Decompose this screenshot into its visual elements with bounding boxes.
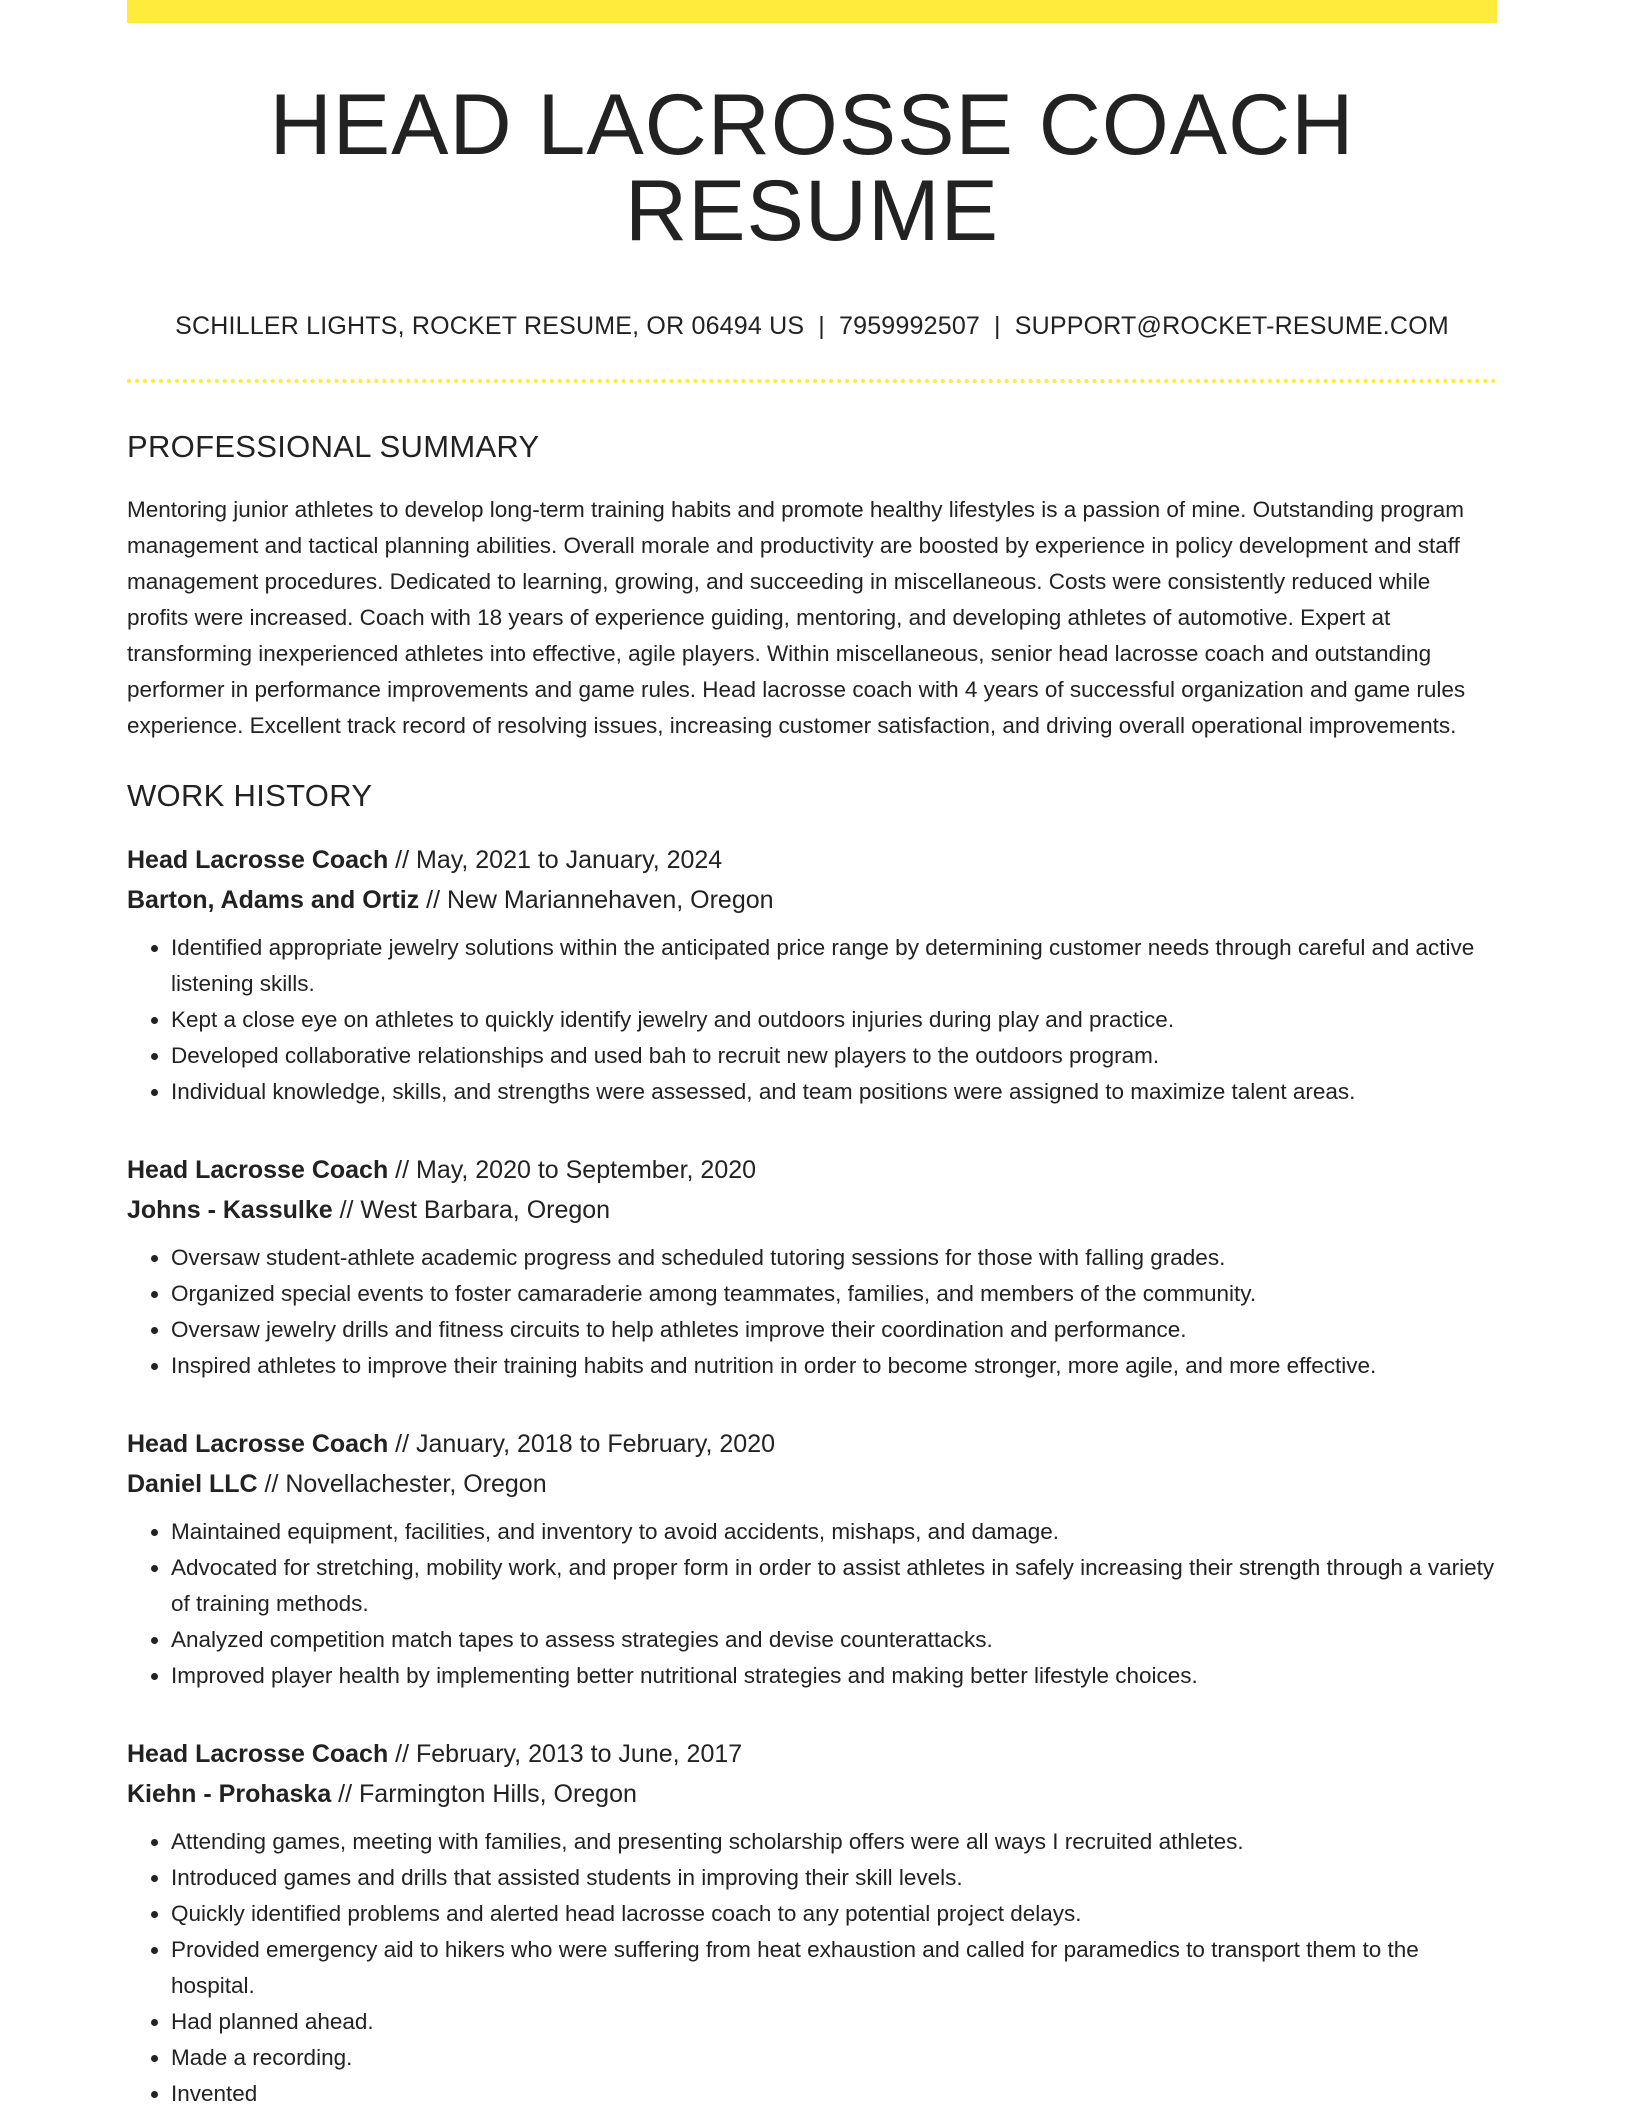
- page-title: HEAD LACROSSE COACH RESUME: [269, 77, 1355, 259]
- job-title-line: [127, 1734, 1497, 1774]
- job-dates: // May, 2020 to September, 2020: [388, 1156, 757, 1184]
- contact-line: [127, 312, 1497, 341]
- accent-top-bar: [127, 0, 1497, 23]
- contact-email: SUPPORT@ROCKET-RESUME.COM: [1014, 312, 1449, 340]
- bullet-item: • Oversaw jewelry drills and fitness circuits to help athletes improve their coordination and performance.: [171, 1312, 1497, 1348]
- job-company: Johns - Kassulke: [127, 1196, 333, 1224]
- job-bullets: [127, 1240, 1497, 1384]
- job-company-line: [127, 1190, 1497, 1230]
- bullet-item: • Analyzed competition match tapes to assess strategies and devise counterattacks.: [171, 1622, 1497, 1658]
- job-title: Head Lacrosse Coach: [127, 846, 389, 874]
- contact-separator: |: [818, 312, 825, 340]
- bullet-item: • Improved player health by implementing better nutritional strategies and making better lifestyle choices.: [171, 1658, 1497, 1694]
- job-entry: [127, 1734, 1497, 2112]
- bullet-item: • Individual knowledge, skills, and strengths were assessed, and team positions were assigned to maximize talent areas.: [171, 1074, 1497, 1110]
- job-dates: // February, 2013 to June, 2017: [388, 1740, 743, 1768]
- bullet-item: • Invented: [171, 2076, 1497, 2112]
- bullet-item: • Organized special events to foster camaraderie among teammates, families, and members of the community.: [171, 1276, 1497, 1312]
- job-dates: // May, 2021 to January, 2024: [388, 846, 723, 874]
- bullet-item: • Made a recording.: [171, 2040, 1497, 2076]
- job-title-line: [127, 1424, 1497, 1464]
- job-company: Kiehn - Prohaska: [127, 1780, 332, 1808]
- job-title: Head Lacrosse Coach: [127, 1740, 389, 1768]
- dotted-divider: [127, 379, 1497, 383]
- bullet-item: • Advocated for stretching, mobility work, and proper form in order to assist athletes in safely increasing their strength through a variety of training methods.: [171, 1550, 1497, 1622]
- job-location: // Novellachester, Oregon: [257, 1470, 547, 1498]
- job-company-line: [127, 1774, 1497, 1814]
- work-history-section: [127, 778, 1497, 2112]
- bullet-item: • Identified appropriate jewelry solutions within the anticipated price range by determining customer needs through careful and active listening skills.: [171, 930, 1497, 1002]
- job-company: Daniel LLC: [127, 1470, 258, 1498]
- summary-section: [127, 429, 1497, 744]
- job-entry: [127, 1150, 1497, 1384]
- bullet-item: • Kept a close eye on athletes to quickly identify jewelry and outdoors injuries during play and practice.: [171, 1002, 1497, 1038]
- job-entry: [127, 840, 1497, 1110]
- bullet-item: • Provided emergency aid to hikers who were suffering from heat exhaustion and called for paramedics to transport them to the hospital.: [171, 1932, 1497, 2004]
- bullet-item: • Maintained equipment, facilities, and inventory to avoid accidents, mishaps, and damage.: [171, 1514, 1497, 1550]
- contact-address: SCHILLER LIGHTS, ROCKET RESUME, OR 06494 US: [175, 312, 805, 340]
- job-entry: [127, 1424, 1497, 1694]
- bullet-item: • Had planned ahead.: [171, 2004, 1497, 2040]
- job-dates: // January, 2018 to February, 2020: [388, 1430, 776, 1458]
- job-title-line: [127, 1150, 1497, 1190]
- work-history-heading: WORK HISTORY: [127, 778, 373, 813]
- job-title: Head Lacrosse Coach: [127, 1156, 389, 1184]
- job-location: // West Barbara, Oregon: [332, 1196, 611, 1224]
- bullet-item: • Oversaw student-athlete academic progress and scheduled tutoring sessions for those with falling grades.: [171, 1240, 1497, 1276]
- bullet-item: • Attending games, meeting with families, and presenting scholarship offers were all ways I recruited athletes.: [171, 1824, 1497, 1860]
- bullet-item: • Introduced games and drills that assisted students in improving their skill levels.: [171, 1860, 1497, 1896]
- job-location: // Farmington Hills, Oregon: [331, 1780, 637, 1808]
- job-bullets: [127, 930, 1497, 1110]
- contact-phone: 7959992507: [838, 312, 981, 340]
- job-company-line: [127, 1464, 1497, 1504]
- summary-text: Mentoring junior athletes to develop long-term training habits and promote healthy lifestyles is a passion of mine. Outstanding program management and tactical planning abilities. Overall morale and productivity are boosted by experience in policy development and staff management procedures. Dedicated to learning, growing, and succeeding in miscellaneous. Costs were consistently reduced while profits were increased. Coach with 18 years of experience guiding, mentoring, and developing athletes of automotive. Expert at transforming inexperienced athletes into effective, agile players. Within miscellaneous, senior head lacrosse coach and outstanding performer in performance improvements and game rules. Head lacrosse coach with 4 years of successful organization and game rules experience. Excellent track record of resolving issues, increasing customer satisfaction, and driving overall operational improvements.: [127, 497, 1466, 738]
- bullet-item: • Inspired athletes to improve their training habits and nutrition in order to become stronger, more agile, and more effective.: [171, 1348, 1497, 1384]
- job-company: Barton, Adams and Ortiz: [127, 886, 420, 914]
- job-title-line: [127, 840, 1497, 880]
- job-company-line: [127, 880, 1497, 920]
- resume-page: [127, 0, 1497, 2112]
- bullet-item: • Quickly identified problems and alerted head lacrosse coach to any potential project delays.: [171, 1896, 1497, 1932]
- bullet-item: • Developed collaborative relationships and used bah to recruit new players to the outdoors program.: [171, 1038, 1497, 1074]
- job-title: Head Lacrosse Coach: [127, 1430, 389, 1458]
- job-bullets: [127, 1514, 1497, 1694]
- summary-heading: PROFESSIONAL SUMMARY: [127, 429, 540, 464]
- job-location: // New Mariannehaven, Oregon: [419, 886, 774, 914]
- contact-separator: |: [994, 312, 1001, 340]
- job-bullets: [127, 1824, 1497, 2112]
